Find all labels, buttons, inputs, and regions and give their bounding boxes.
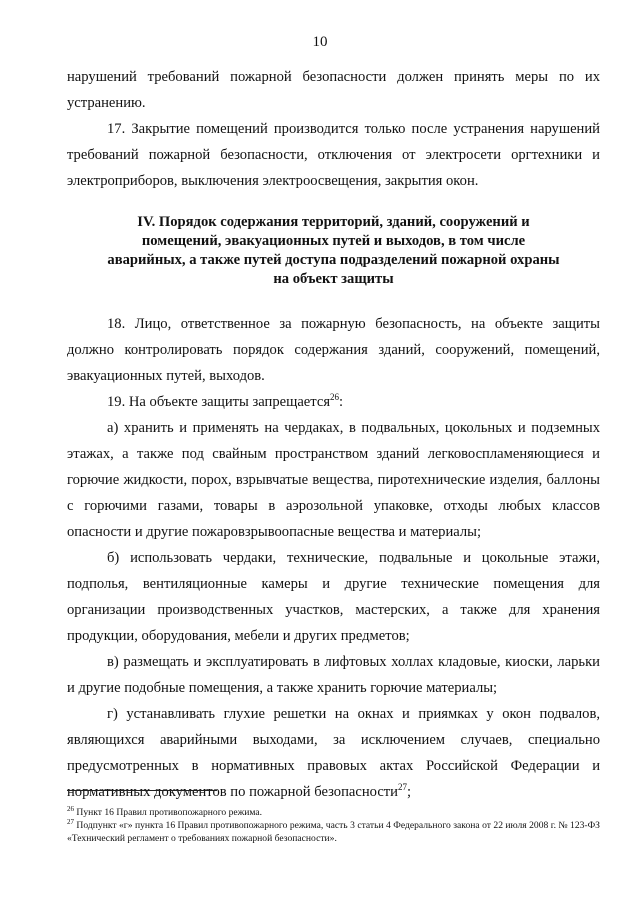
paragraph-19-colon: : bbox=[339, 394, 344, 410]
footnote-27 bbox=[67, 819, 600, 845]
footnote-26-text: Пункт 16 Правил противопожарного режима. bbox=[74, 807, 263, 818]
footnote-27-text: Подпункт «г» пункта 16 Правил противопожарного режима, часть 3 статьи 4 Федерального закона от 22 июля 2008 г. № 123-ФЗ «Технический регламент о требованиях пожарной безопасности». bbox=[67, 820, 600, 844]
item-v: в) размещать и эксплуатировать в лифтовых холлах кладовые, киоски, ларьки и другие подобные помещения, а также хранить горючие материалы; bbox=[67, 654, 600, 696]
footnotes bbox=[67, 806, 600, 845]
item-a: а) хранить и применять на чердаках, в подвальных, цокольных и подземных этажах, а также под свайным пространством зданий легковоспламеняющиеся и горючие жидкости, порох, взрывчатые вещества, пиротехнические изделия, баллоны с горючими газами, товары в аэрозольной упаковке, отходы любых классов опасности и другие пожаровзрывоопасные вещества и материалы; bbox=[67, 420, 600, 540]
paragraph-19 bbox=[67, 389, 600, 415]
footnote-mark-27: 27 bbox=[67, 817, 74, 826]
paragraph-18: 18. Лицо, ответственное за пожарную безопасность, на объекте защиты должно контролировать порядок содержания зданий, сооружений, помещений, эвакуационных путей, выходов. bbox=[67, 316, 600, 384]
footnote-ref-27: 27 bbox=[398, 782, 407, 793]
paragraph-17: 17. Закрытие помещений производится только после устранения нарушений требований пожарной безопасности, отключения от электросети оргтехники и электроприборов, выключения электроосвещения, закрытия окон. bbox=[67, 121, 600, 189]
paragraph-continuation: нарушений требований пожарной безопасности должен принять меры по их устранению. bbox=[67, 69, 600, 111]
footnote-mark-26: 26 bbox=[67, 804, 74, 813]
footnote-divider bbox=[67, 790, 217, 791]
document-body bbox=[67, 64, 600, 805]
footnote-ref-26: 26 bbox=[330, 392, 340, 403]
footnote-26 bbox=[67, 806, 600, 819]
section-heading: IV. Порядок содержания территорий, зданий, сооружений и помещений, эвакуационных путей и выходов, в том числе аварийных, а также путей доступа подразделений пожарной охраны на объект защиты bbox=[107, 214, 560, 287]
item-b: б) использовать чердаки, технические, подвальные и цокольные этажи, подполья, вентиляционные камеры и другие технические помещения для организации производственных участков, мастерских, а также для хранения продукции, оборудования, мебели и других предметов; bbox=[67, 550, 600, 644]
page-number: 10 bbox=[312, 34, 328, 50]
paragraph-19-text: 19. На объекте защиты запрещается bbox=[107, 394, 331, 410]
item-g-tail: ; bbox=[407, 784, 412, 800]
item-g-text: г) устанавливать глухие решетки на окнах и приямках у окон подвалов, являющихся аварийными выходами, за исключением случаев, специально предусмотренных в нормативных правовых актах Российской Федерации и нормативных документов по пожарной безопасности bbox=[67, 706, 600, 800]
